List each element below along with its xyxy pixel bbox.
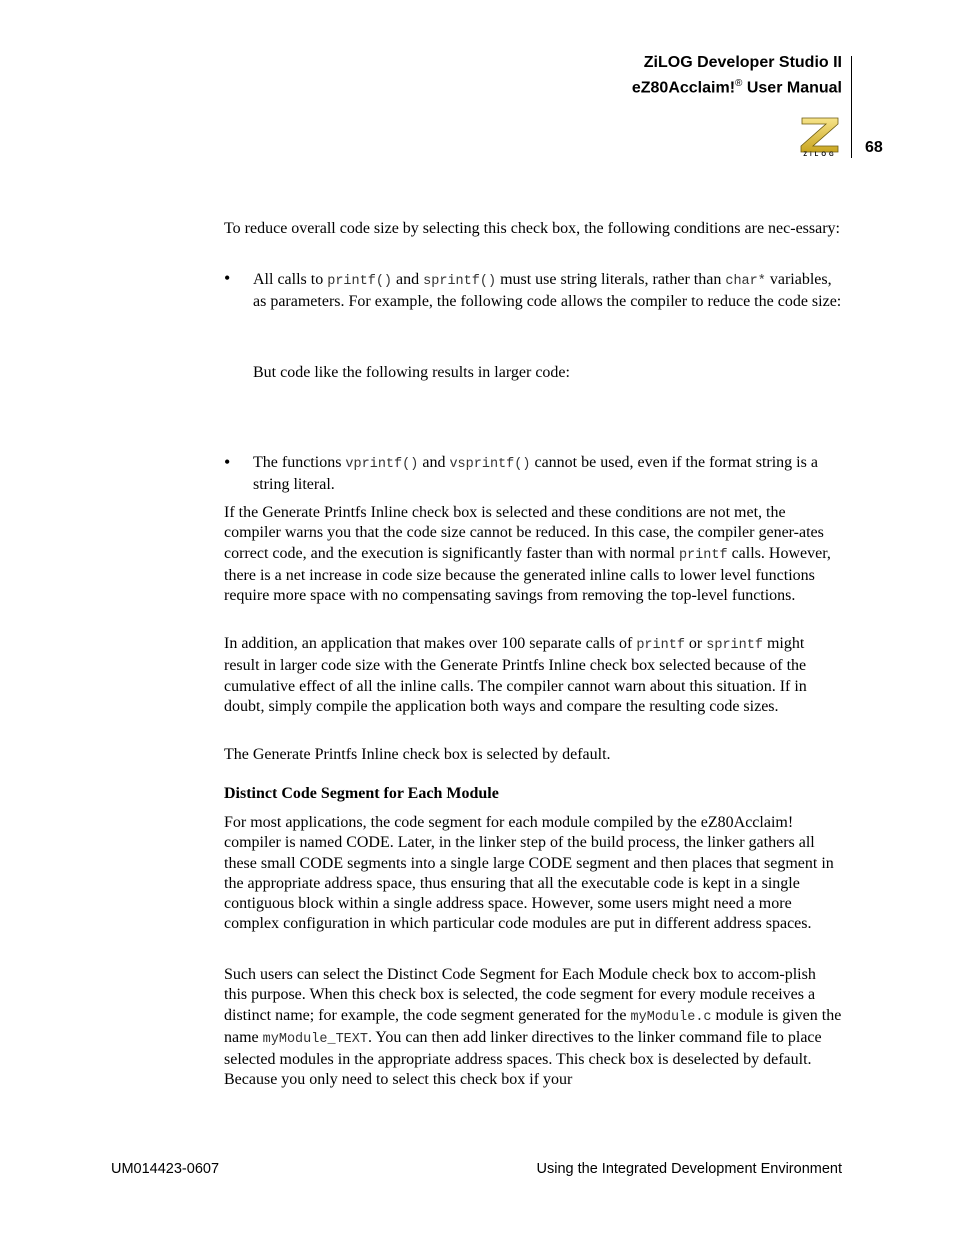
bullet-1	[253, 270, 845, 313]
larger-code-note: But code like the following results in larger code:	[253, 364, 570, 381]
para-1-text-b: calls. However, there is a net increase in code size because the generated inline calls to lower level functions require more space with no compensating savings from removing the top-level functions.	[224, 544, 831, 605]
paragraph-conditions-not-met	[224, 503, 842, 606]
code-mymodule-text: myModule_TEXT	[262, 1031, 368, 1047]
page-number: 68	[865, 139, 883, 156]
code-sprintf-2: sprintf	[706, 638, 763, 653]
bullet-1-text-d: variables, as parameters. For example, the following code allows the compiler to reduce the code size:	[253, 271, 842, 311]
para-2-text-c: might result in larger code size with the Generate Printfs Inline check box selected because of the cumulative effect of all the inline calls. The compiler cannot warn about this situation. If in doubt, simply compile the application both ways and compare the resulting code sizes.	[224, 635, 807, 715]
bullet-2	[253, 453, 845, 496]
registered-mark: ®	[735, 78, 743, 89]
bullet-2-marker: •	[224, 452, 231, 472]
bullet-2-text-b: and	[418, 454, 450, 471]
code-printf: printf()	[327, 274, 393, 289]
footer-document-id: UM014423-0607	[111, 1161, 220, 1177]
paragraph-default: The Generate Printfs Inline check box is selected by default.	[224, 746, 611, 763]
para-5-text-a: Such users can select the Distinct Code Segment for Each Module check box to accom-plish this purpose. When this check box is selected, the code segment for every module receives a distinct name; for example, the code segment generated for the	[224, 966, 816, 1024]
code-vsprintf: vsprintf()	[449, 457, 531, 472]
para-2-text-a: In addition, an application that makes over 100 separate calls of	[224, 635, 637, 652]
code-printf-2: printf	[678, 547, 728, 563]
bullet-2-text-a: The functions	[253, 454, 346, 471]
code-mymodule-c: myModule.c	[630, 1009, 712, 1025]
zilog-logo-word: ZiLOG	[803, 152, 837, 158]
bullet-1-marker: •	[224, 268, 231, 288]
intro-text: To reduce overall code size by selecting this check box, the following conditions are nec-essary:	[224, 220, 840, 237]
para-5-text-c: . You can then add linker directives to the linker command file to place selected modules in the appropriate address spaces. This check box is deselected by default. Because you only need to select this check box if your	[224, 1028, 822, 1089]
footer-chapter-title: Using the Integrated Development Environment	[536, 1161, 842, 1177]
paragraph-distinct-segment	[224, 965, 842, 1091]
header-line-2	[632, 73, 842, 98]
paragraph-code-segment: For most applications, the code segment for each module compiled by the eZ80Acclaim! compiler is named CODE. Later, in the linker step of the build process, the linker gathers all these small CODE segments into a single large CODE segment and then places that segment in the appropriate address space, thus ensuring that all the executable code is kept in a single contiguous block within a single address space. However, some users might need a more complex configuration in which particular code modules are put in different address spaces.	[224, 814, 834, 933]
para-1-text-a: If the Generate Printfs Inline check box is selected and these conditions are not met, the compiler warns you that the code size cannot be reduced. In this case, the compiler gener-ates correct code, and the execution is significantly faster than with normal	[224, 504, 824, 562]
code-char-ptr: char*	[725, 274, 766, 289]
code-sprintf: sprintf()	[423, 274, 497, 289]
header-divider	[851, 56, 852, 158]
header-line-1: ZiLOG Developer Studio II	[643, 54, 842, 71]
code-printf-3: printf	[636, 638, 685, 653]
para-2-text-b: or	[684, 635, 707, 652]
section-heading: Distinct Code Segment for Each Module	[224, 785, 499, 802]
header-manual: User Manual	[742, 79, 842, 97]
paragraph-100-calls	[224, 634, 842, 717]
bullet-1-text-a: All calls to	[253, 271, 328, 288]
bullet-1-text-b: and	[392, 271, 424, 288]
header-title	[632, 52, 842, 98]
code-vprintf: vprintf()	[345, 457, 419, 472]
bullet-2-text-c: cannot be used, even if the format string is a string literal.	[253, 454, 818, 494]
header-product: eZ80Acclaim!	[631, 79, 736, 97]
bullet-1-text-c: must use string literals, rather than	[496, 271, 726, 288]
intro-paragraph	[224, 219, 842, 239]
para-5-text-b: module is given the name	[224, 1006, 842, 1046]
